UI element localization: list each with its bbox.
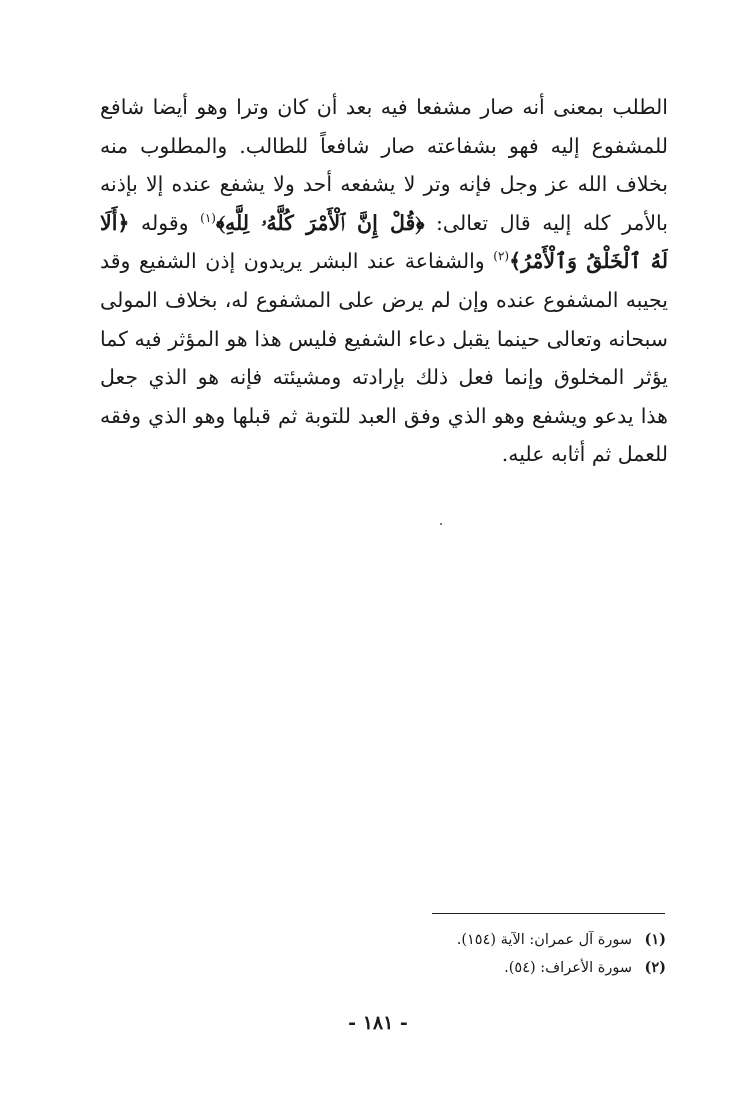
text-line — [100, 242, 668, 281]
footnote-number: (٢) — [644, 959, 666, 976]
footnote — [300, 954, 666, 982]
stray-dot — [440, 523, 442, 525]
quran-verse: ﴿قُلْ إِنَّ ٱلْأَمْرَ كُلَّهُۥ لِلَّهِ﴾ — [215, 210, 425, 235]
text-line: للعمل ثم أثابه عليه. — [501, 442, 668, 467]
footnote-ref: (٢) — [493, 249, 510, 264]
page-number: - ١٨١ - — [348, 1012, 408, 1034]
footnote-number: (١) — [644, 931, 666, 948]
footnote-text: سورة آل عمران: الآية (١٥٤). — [456, 932, 632, 948]
footnote-divider — [432, 913, 665, 914]
text-line: يجيبه المشفوع عنده وإن لم يرض على المشفوع له، بخلاف المولى — [100, 287, 668, 312]
text-fragment: بالأمر كله إليه قال تعالى: — [424, 210, 668, 235]
quran-verse: ﴿أَلَا — [100, 210, 130, 235]
text-line: الطلب بمعنى أنه صار مشفعا فيه بعد أن كان وترا وهو أيضا شافع — [100, 95, 668, 119]
text-line: للمشفوع إليه فهو بشفاعته صار شافعاً للطالب. والمطلوب منه — [100, 133, 668, 158]
text-fragment: والشفاعة عند البشر يريدون إذن الشفيع وقد — [100, 249, 485, 274]
body-text — [100, 88, 668, 474]
text-line — [100, 204, 668, 243]
text-line: بخلاف الله عز وجل فإنه وتر لا يشفعه أحد ولا يشفع عنده إلا بإذنه — [100, 172, 668, 197]
footnote-ref: (١) — [200, 210, 216, 225]
text-fragment: وقوله — [129, 210, 201, 235]
footnote-text: سورة الأعراف: (٥٤). — [504, 960, 632, 976]
footnote — [300, 926, 666, 954]
footnotes — [300, 926, 666, 982]
text-line: سبحانه وتعالى حينما يقبل دعاء الشفيع فليس هذا هو المؤثر فيه كما — [100, 326, 668, 351]
text-line: هذا يدعو ويشفع وهو الذي وفق العبد للتوبة ثم قبلها وهو الذي وفقه — [100, 403, 668, 428]
text-line: يؤثر المخلوق وإنما فعل ذلك بإرادته ومشيئته فإنه هو الذي جعل — [100, 365, 668, 390]
quran-verse: لَهُ ٱلْخَلْقُ وَٱلْأَمْرُ﴾ — [509, 249, 668, 274]
